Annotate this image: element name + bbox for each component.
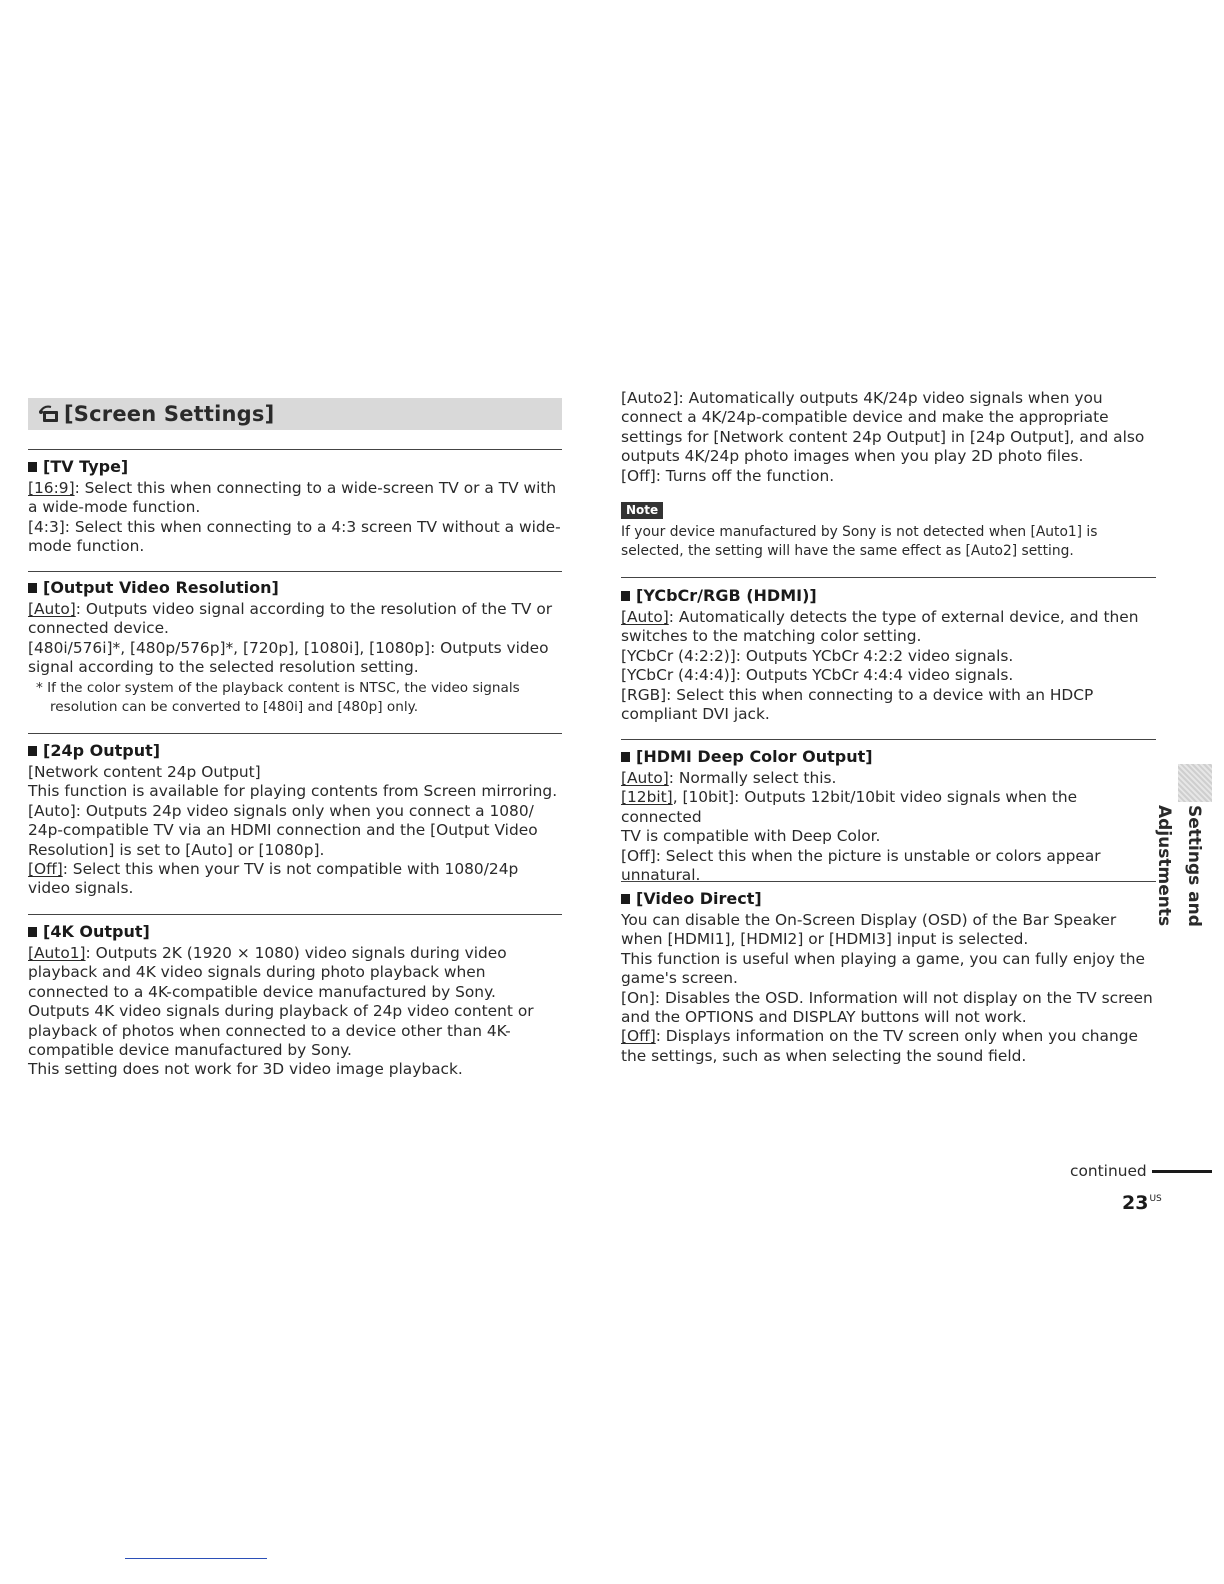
divider <box>28 571 562 572</box>
24p-output-section: [24p Output] [Network content 24p Output] This function is available for playing contents from Screen mirroring. [Auto]: Outputs 24p video signals only when you connect a 1080/ 24p-compatible TV via an HDMI connection and the [Output Video Resolution] is set to [Auto] or [1080p]. [Off]: Select this when your TV is not compatible with 1080/24p video signals. <box>28 741 558 898</box>
bullet-square-icon <box>28 746 37 756</box>
continued-indicator: continued <box>1070 1162 1212 1180</box>
default-option: [Auto] <box>28 600 76 618</box>
default-option: [16:9] <box>28 479 75 497</box>
bottom-rule <box>125 1558 267 1559</box>
24p-output-heading: [24p Output] <box>43 741 161 760</box>
page-number: $23^{US}$ <box>1122 1192 1162 1214</box>
divider <box>621 577 1156 578</box>
chapter-tab-label: Settings and Adjustments <box>1154 805 1204 927</box>
ycbcr-rgb-section: [YCbCr/RGB (HDMI)] [Auto]: Automatically detects the type of external device, and then switches to the matching color setting. [YCbCr (4:2:2)]: Outputs YCbCr 4:2:2 video signals. [YCbCr (4:4:4)]: Outputs YCbCr 4:4:4 video signals. [RGB]: Select this when connecting to a device with an HDCP compliant DVI jack. <box>621 586 1139 724</box>
section-banner <box>28 398 562 430</box>
bullet-square-icon <box>28 583 37 593</box>
bullet-square-icon <box>621 591 630 601</box>
bullet-square-icon <box>621 894 630 904</box>
default-option: [Auto1] <box>28 944 86 962</box>
divider <box>28 733 562 734</box>
screen-settings-icon <box>38 404 60 424</box>
4k-output-heading: [4K Output] <box>43 922 150 941</box>
default-option: [12bit] <box>621 788 673 807</box>
output-video-resolution-heading: [Output Video Resolution] <box>43 578 279 597</box>
divider <box>28 914 562 915</box>
continued-bar <box>1152 1170 1212 1173</box>
note-badge: Note <box>621 502 663 519</box>
tv-type-heading: [TV Type] <box>43 457 129 476</box>
tv-type-section: [TV Type] [16:9]: Select this when connecting to a wide-screen TV or a TV with a wide-mode function. [4:3]: Select this when connecting to a 4:3 screen TV without a wide- mode function. <box>28 457 561 556</box>
note-text: If your device manufactured by Sony is not detected when [Auto1] is selected, the setting will have the same effect as [Auto2] setting. <box>621 524 1098 559</box>
ycbcr-rgb-heading: [YCbCr/RGB (HDMI)] <box>636 586 817 605</box>
default-option: [Off] <box>621 1027 656 1046</box>
bullet-square-icon <box>621 752 630 762</box>
divider <box>28 449 562 450</box>
footnote: resolution can be converted to [480i] and [480p] only. <box>50 699 419 716</box>
section-title: [Screen Settings] <box>64 402 275 426</box>
output-video-resolution-section: [Output Video Resolution] [Auto]: Outputs video signal according to the resolution of the TV or connected device. [480i/576i]*, [480p/576p]*, [720p], [1080i], [1080p]: Outputs video signal according to the selected resolution setting. * If the color system of the playback content is NTSC, the video signals resolution can be converted to [480i] and [480p] only. <box>28 578 562 718</box>
video-direct-heading: [Video Direct] <box>636 889 762 908</box>
auto2-continuation: [Auto2]: Automatically outputs 4K/24p video signals when you connect a 4K/24p-compatible device and make the appropriate settings for [Network content 24p Output] in [24p Output], and also outputs 4K/24p photo images when you play 2D photo files. [Off]: Turns off the function. <box>621 389 1145 485</box>
default-option: [Auto] <box>621 769 669 787</box>
default-option: [Off] <box>28 860 63 879</box>
default-option: [Auto] <box>621 608 669 626</box>
footnote: * If the color system of the playback content is NTSC, the video signals <box>36 679 520 696</box>
hdmi-deep-color-heading: [HDMI Deep Color Output] <box>636 747 873 766</box>
divider <box>621 739 1156 740</box>
bullet-square-icon <box>28 927 37 937</box>
4k-output-section: [4K Output] [Auto1]: Outputs 2K (1920 × 1080) video signals during video playback and 4K video signals during photo playback when connected to a 4K-compatible device manufactured by Sony. Outputs 4K video signals during playback of 24p video content or playback of photos when connected to a device other than 4K- compatible device manufactured by Sony. This setting does not work for 3D video image playback. <box>28 922 534 1079</box>
chapter-tab-marker <box>1178 764 1212 802</box>
bullet-square-icon <box>28 462 37 472</box>
video-direct-section: [Video Direct] You can disable the On-Screen Display (OSD) of the Bar Speaker when [HDMI1], [HDMI2] or [HDMI3] input is selected. This function is useful when playing a game, you can fully enjoy the game's screen. [On]: Disables the OSD. Information will not display on the TV screen and the OPTIONS and DISPLAY buttons will not work. [Off]: Displays information on the TV screen only when you change the settings, such as when selecting the sound field. <box>621 889 1153 1065</box>
hdmi-deep-color-section: [HDMI Deep Color Output] [Auto]: Normally select this. [12bit], [10bit]: Outputs 12bit/10bit video signals when the connected TV is compatible with Deep Color. [Off]: Select this when the picture is unstable or colors appear unnatural. <box>621 747 1101 885</box>
